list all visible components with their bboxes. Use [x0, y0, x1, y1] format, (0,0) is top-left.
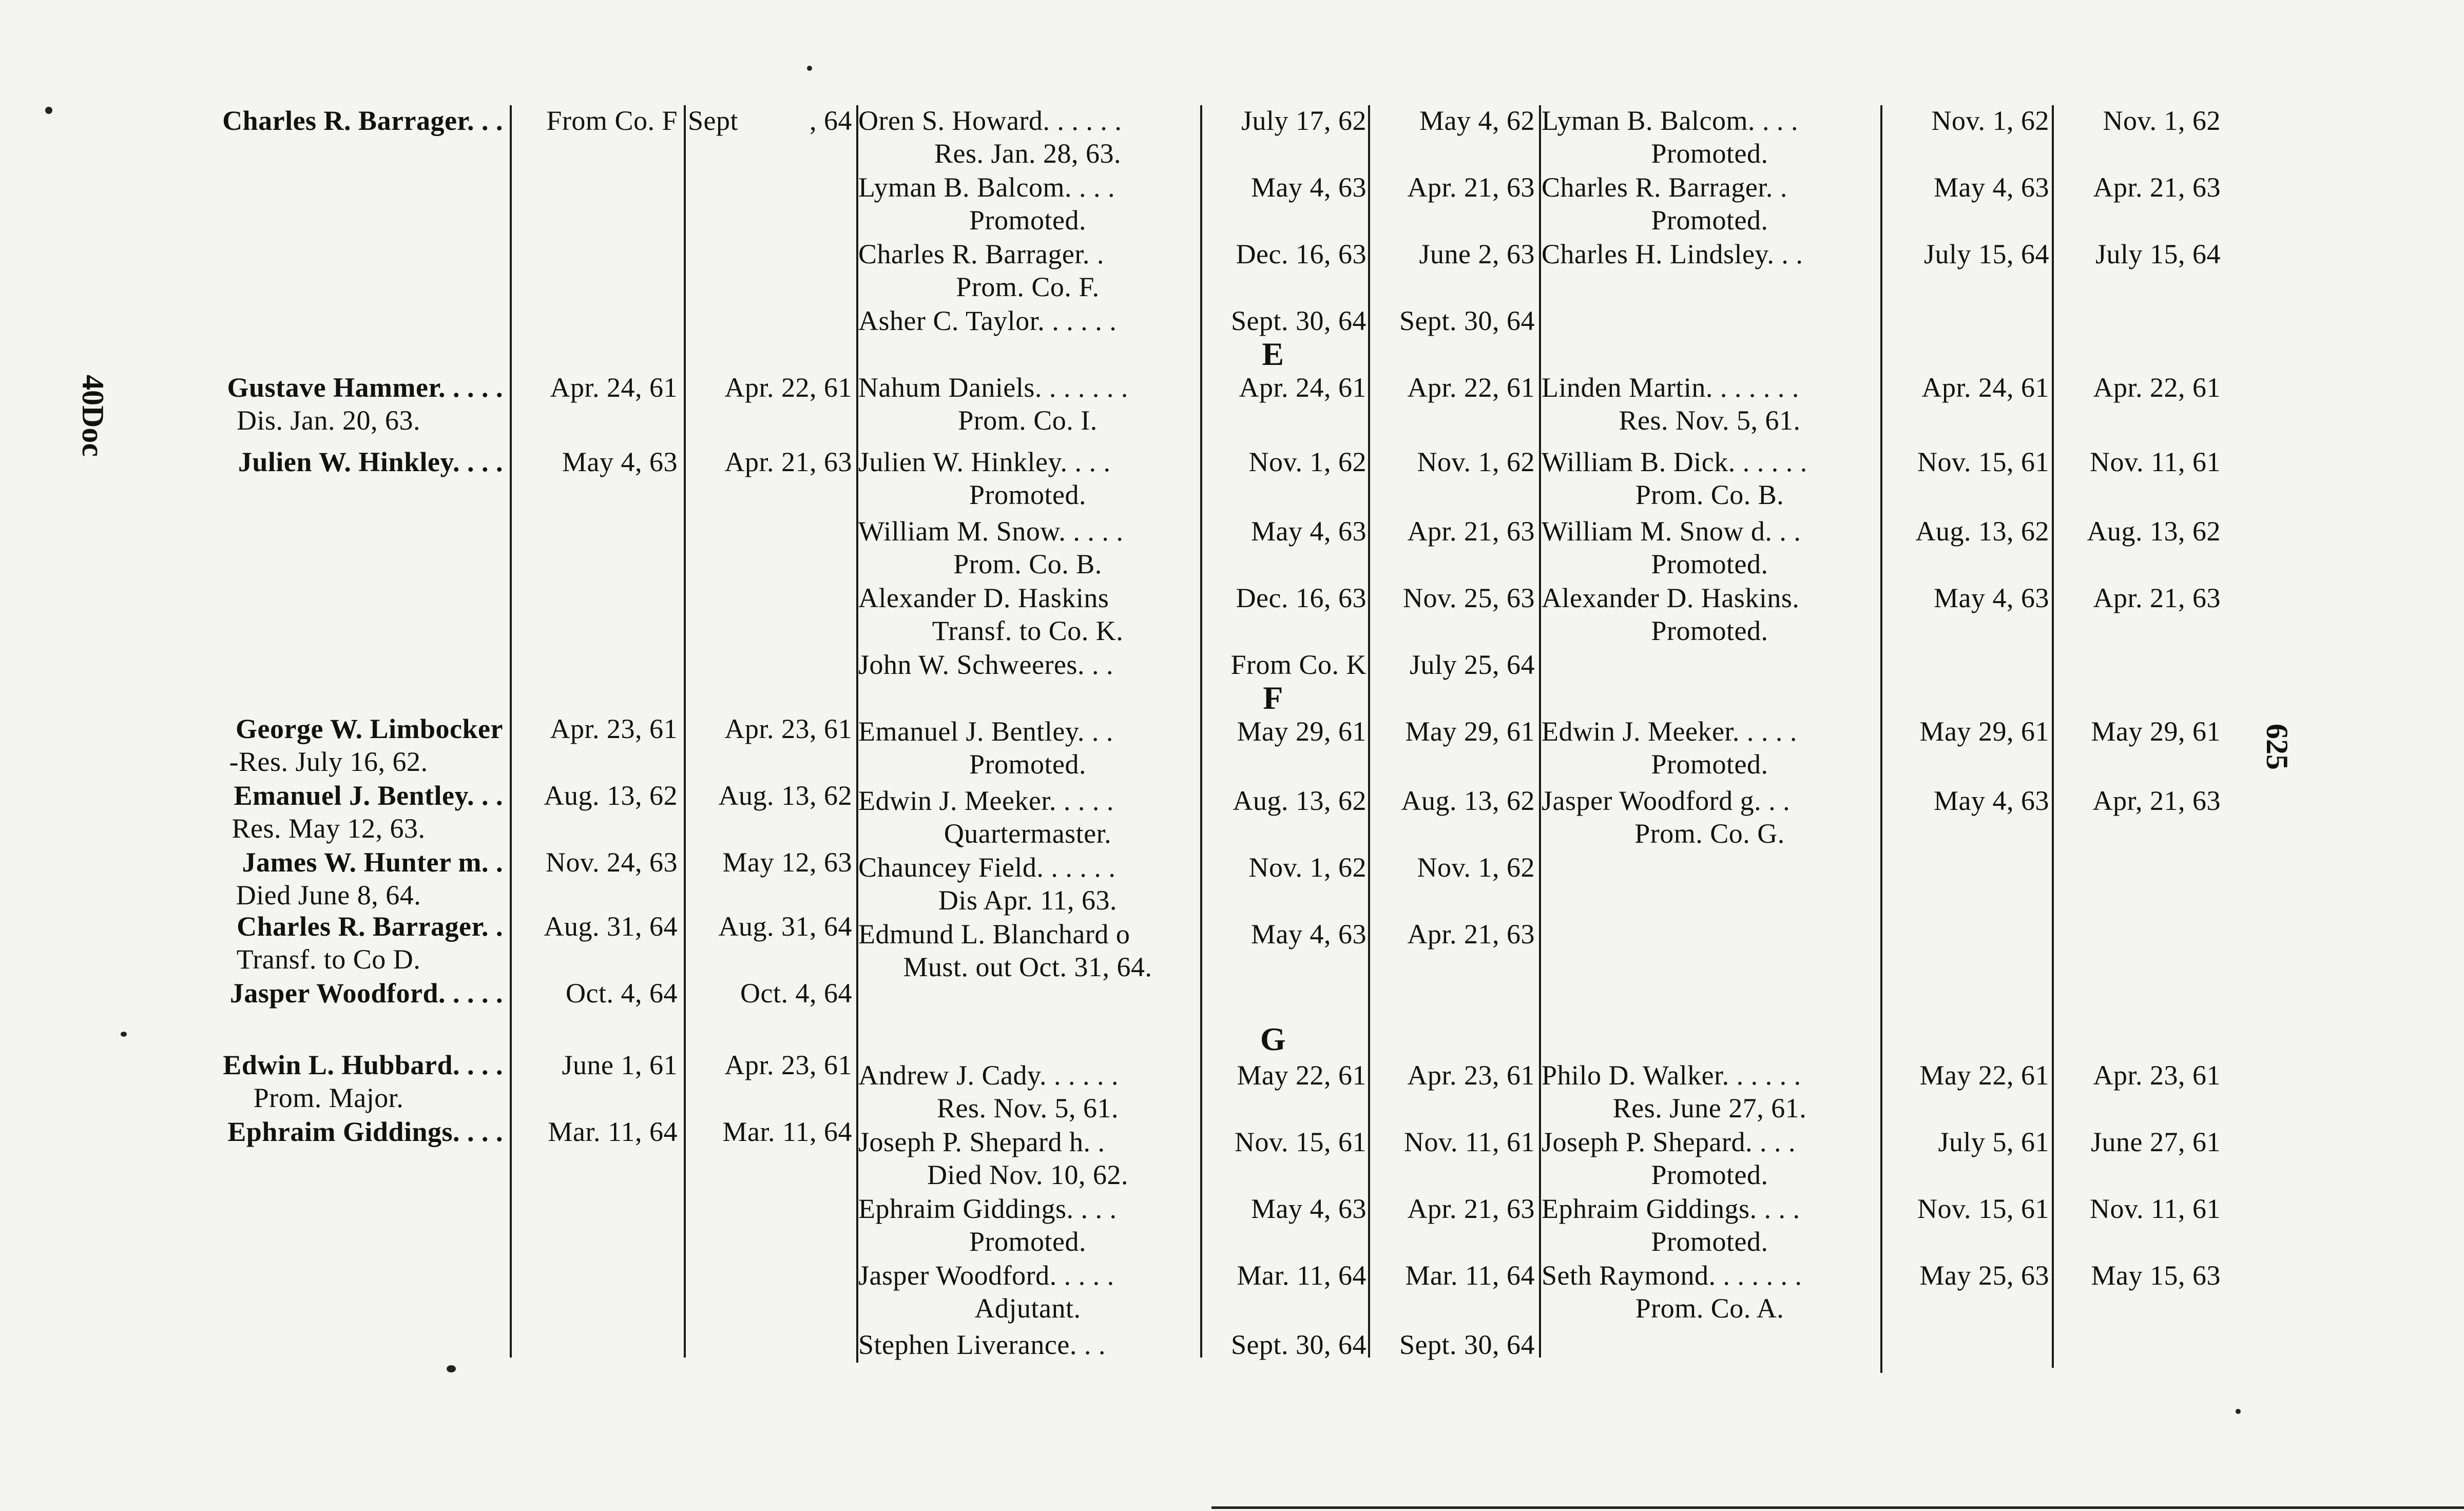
ink-speck	[45, 107, 52, 114]
date-of-rank: May 4, 63	[1934, 785, 2049, 816]
date-of-commission: Apr. 22, 61	[2093, 372, 2221, 403]
date-of-commission: Apr. 21, 63	[1407, 172, 1535, 203]
date-of-commission: Apr. 21, 63	[1407, 919, 1535, 950]
date-of-commission: Sept. 30, 64	[1399, 305, 1535, 336]
officer-name: Linden Martin. . . . . . .	[1542, 372, 1799, 403]
officer-name: Charles R. Barrager. .	[858, 239, 1104, 269]
date-of-rank: May 4, 63	[1251, 516, 1366, 547]
date-of-commission: June 2, 63	[1419, 239, 1535, 269]
date-of-rank: July 15, 64	[1923, 239, 2049, 269]
date-of-commission: Apr. 21, 63	[724, 447, 852, 477]
date-of-rank: May 4, 63	[1934, 172, 2049, 203]
officer-name: Emanuel J. Bentley. . .	[234, 780, 503, 811]
date-of-rank: Nov. 24, 63	[546, 847, 678, 878]
date-of-commission: Apr, 21, 63	[2092, 785, 2221, 816]
officer-name: Charles R. Barrager. .	[237, 911, 503, 942]
entry-note: Prom. Co. G.	[1634, 818, 1785, 849]
officer-name: Ephraim Giddings. . . .	[227, 1116, 503, 1147]
entry-note: Res. June 27, 61.	[1612, 1093, 1807, 1123]
officer-name: Edmund L. Blanchard o	[858, 919, 1130, 950]
ink-speck	[2236, 1409, 2241, 1414]
entry-note: Promoted.	[1651, 549, 1768, 579]
officer-name: Chauncey Field. . . . . .	[858, 852, 1116, 883]
officer-name: Charles H. Lindsley. . .	[1542, 239, 1803, 269]
officer-name: Julien W. Hinkley. . . .	[238, 447, 503, 477]
date-of-rank: May 25, 63	[1919, 1260, 2049, 1291]
date-of-rank: May 4, 63	[1251, 919, 1366, 950]
entry-note: Must. out Oct. 31, 64.	[903, 952, 1152, 982]
date-of-commission: Oct. 4, 64	[740, 978, 852, 1009]
entry-note: Dis. Jan. 20, 63.	[237, 405, 420, 436]
ink-speck	[121, 1032, 127, 1037]
date-of-rank: Apr. 23, 61	[550, 713, 678, 744]
officer-name: John W. Schweeres. . .	[858, 649, 1113, 680]
date-of-commission: Sept	[688, 105, 739, 136]
officer-name: Ephraim Giddings. . . .	[1542, 1193, 1800, 1224]
date-of-commission: May 29, 61	[2091, 716, 2221, 747]
officer-name: Charles R. Barrager. .	[1542, 172, 1787, 203]
section-letter: G	[1260, 1021, 1286, 1057]
date-of-rank: Nov. 15, 61	[1917, 447, 2049, 477]
date-of-rank: July 5, 61	[1938, 1127, 2049, 1157]
date-of-rank: Apr. 24, 61	[550, 372, 678, 403]
officer-name: Nahum Daniels. . . . . . .	[858, 372, 1128, 403]
date-of-commission: July 15, 64	[2095, 239, 2221, 269]
date-of-commission: May 12, 63	[722, 847, 852, 878]
date-of-rank: June 1, 61	[562, 1050, 678, 1080]
date-of-commission: Aug. 31, 64	[718, 911, 852, 942]
officer-name: Ephraim Giddings. . . .	[858, 1193, 1117, 1224]
date-of-commission: Apr. 21, 63	[1407, 516, 1535, 547]
date-of-rank: May 4, 63	[1251, 1193, 1366, 1224]
date-of-commission: Apr. 21, 63	[2093, 172, 2221, 203]
date-of-rank: May 4, 63	[562, 447, 678, 477]
date-of-commission: Nov. 1, 62	[2103, 105, 2221, 136]
date-of-rank: July 17, 62	[1241, 105, 1366, 136]
entry-note: Res. Jan. 28, 63.	[934, 138, 1121, 169]
officer-name: Emanuel J. Bentley. . .	[858, 716, 1113, 747]
date-of-commission: Nov. 1, 62	[1417, 447, 1535, 477]
officer-name: William M. Snow. . . . .	[858, 516, 1124, 547]
date-of-commission: May 4, 62	[1419, 105, 1535, 136]
date-of-rank: Dec. 16, 63	[1236, 583, 1366, 613]
entry-note: Promoted.	[1651, 749, 1768, 780]
date-of-rank: Aug. 13, 62	[1233, 785, 1366, 816]
officer-name: Joseph P. Shepard h. .	[858, 1127, 1105, 1157]
section-letter: F	[1263, 680, 1283, 716]
officer-name: William B. Dick. . . . . .	[1542, 447, 1807, 477]
date-of-rank: Nov. 1, 62	[1248, 852, 1366, 883]
entry-note: Res. Nov. 5, 61.	[937, 1093, 1119, 1123]
entry-note: Prom. Co. B.	[1635, 479, 1784, 510]
date-of-rank: Oct. 4, 64	[566, 978, 678, 1009]
entry-note: Prom. Co. B.	[953, 549, 1102, 579]
entry-note: Died June 8, 64.	[236, 880, 421, 911]
date-of-commission: Apr. 23, 61	[724, 713, 852, 744]
date-of-commission: Nov. 11, 61	[2090, 447, 2221, 477]
entry-note: Quartermaster.	[944, 818, 1112, 849]
ink-speck	[807, 66, 812, 71]
officer-name: Charles R. Barrager. . .	[222, 105, 503, 136]
date-of-rank: Dec. 16, 63	[1236, 239, 1366, 269]
date-of-commission: Apr. 22, 61	[1407, 372, 1535, 403]
officer-name: George W. Limbocker	[236, 713, 503, 744]
date-of-commission: May 29, 61	[1405, 716, 1535, 747]
entry-note: Dis Apr. 11, 63.	[938, 885, 1118, 916]
officer-name: Edwin J. Meeker. . . . .	[1542, 716, 1797, 747]
date-of-rank: Nov. 15, 61	[1235, 1127, 1366, 1157]
side-mark: 40Doc	[76, 375, 110, 457]
officer-name: Jasper Woodford g. . .	[1542, 785, 1791, 816]
entry-note: Promoted.	[1651, 205, 1768, 236]
date-of-rank: From Co. F	[546, 105, 678, 136]
date-of-commission: Aug. 13, 62	[718, 780, 852, 811]
entry-note: Promoted.	[969, 205, 1086, 236]
entry-note: Transf. to Co. K.	[932, 615, 1124, 646]
date-of-rank: May 22, 61	[1237, 1060, 1366, 1091]
officer-name: Lyman B. Balcom. . . .	[858, 172, 1115, 203]
entry-note: Transf. to Co D.	[236, 944, 421, 975]
officer-name: Seth Raymond. . . . . . .	[1542, 1260, 1802, 1291]
date-of-rank: May 4, 63	[1934, 583, 2049, 613]
entry-note: Promoted.	[1651, 615, 1768, 646]
officer-name: Oren S. Howard. . . . . .	[858, 105, 1122, 136]
officer-name: Julien W. Hinkley. . . .	[858, 447, 1111, 477]
date-of-commission: Aug. 13, 62	[2087, 516, 2221, 547]
officer-name: William M. Snow d. . .	[1542, 516, 1801, 547]
entry-note: Prom. Co. A.	[1635, 1293, 1784, 1324]
entry-note: Promoted.	[969, 479, 1086, 510]
officer-name: Stephen Liverance. . .	[858, 1329, 1106, 1360]
date-of-rank: Nov. 1, 62	[1248, 447, 1366, 477]
officer-name: Alexander D. Haskins	[858, 583, 1109, 613]
page-number: 625	[2260, 724, 2294, 770]
officer-name: Edwin J. Meeker. . . . .	[858, 785, 1114, 816]
date-of-commission: Apr. 21, 63	[2093, 583, 2221, 613]
date-of-commission: Apr. 21, 63	[1407, 1193, 1535, 1224]
date-of-rank: From Co. K	[1230, 649, 1366, 680]
date-of-rank: Nov. 15, 61	[1917, 1193, 2049, 1224]
date-of-commission: Apr. 23, 61	[2093, 1060, 2221, 1091]
date-of-rank: Sept. 30, 64	[1230, 1329, 1366, 1360]
officer-name: Gustave Hammer. . . . .	[227, 372, 503, 403]
officer-name: Jasper Woodford. . . . .	[858, 1260, 1114, 1291]
column-rule	[1539, 105, 1541, 1358]
officer-name: Philo D. Walker. . . . . .	[1542, 1060, 1801, 1091]
date-of-commission: Sept. 30, 64	[1399, 1329, 1535, 1360]
date-of-rank: Mar. 11, 64	[1237, 1260, 1366, 1291]
date-of-commission: Nov. 1, 62	[1417, 852, 1535, 883]
date-of-rank: Aug. 13, 62	[544, 780, 678, 811]
date-of-commission: Nov. 11, 61	[2090, 1193, 2221, 1224]
entry-note: Prom. Major.	[253, 1082, 404, 1113]
section-letter: E	[1262, 336, 1284, 372]
officer-name: Asher C. Taylor. . . . . .	[858, 305, 1117, 336]
officer-name: James W. Hunter m. .	[242, 847, 503, 878]
officer-name: Jasper Woodford. . . . .	[229, 978, 503, 1009]
entry-note: Res. May 12, 63.	[232, 813, 426, 844]
date-of-rank: Nov. 1, 62	[1931, 105, 2049, 136]
date-of-commission: , 64	[810, 105, 852, 136]
officer-name: Lyman B. Balcom. . . .	[1542, 105, 1798, 136]
date-of-rank: Apr. 24, 61	[1239, 372, 1366, 403]
date-of-commission: Apr. 22, 61	[724, 372, 852, 403]
date-of-rank: May 4, 63	[1251, 172, 1366, 203]
officer-name: Andrew J. Cady. . . . . .	[858, 1060, 1119, 1091]
date-of-rank: May 22, 61	[1919, 1060, 2049, 1091]
date-of-commission: June 27, 61	[2091, 1127, 2221, 1157]
date-of-commission: Apr. 23, 61	[1407, 1060, 1535, 1091]
date-of-commission: Aug. 13, 62	[1401, 785, 1535, 816]
entry-note: Res. Nov. 5, 61.	[1619, 405, 1801, 436]
date-of-rank: Sept. 30, 64	[1230, 305, 1366, 336]
date-of-rank: Apr. 24, 61	[1921, 372, 2049, 403]
date-of-commission: Apr. 23, 61	[724, 1050, 852, 1080]
entry-note: Promoted.	[1651, 1159, 1768, 1190]
date-of-commission: Mar. 11, 64	[722, 1116, 852, 1147]
entry-note: Adjutant.	[974, 1293, 1081, 1324]
ink-speck	[447, 1365, 456, 1372]
entry-note: Died Nov. 10, 62.	[927, 1159, 1128, 1190]
date-of-rank: Aug. 31, 64	[544, 911, 678, 942]
date-of-commission: Nov. 25, 63	[1403, 583, 1535, 613]
date-of-rank: May 29, 61	[1919, 716, 2049, 747]
officer-name: Joseph P. Shepard. . . .	[1542, 1127, 1796, 1157]
entry-note: Prom. Co. I.	[958, 405, 1098, 436]
date-of-rank: Aug. 13, 62	[1915, 516, 2049, 547]
officer-name: Edwin L. Hubbard. . . .	[223, 1050, 503, 1080]
entry-note: Promoted.	[969, 749, 1086, 780]
date-of-commission: Mar. 11, 64	[1405, 1260, 1535, 1291]
officer-name: Alexander D. Haskins.	[1542, 583, 1800, 613]
entry-note: Promoted.	[969, 1226, 1086, 1257]
date-of-rank: May 29, 61	[1237, 716, 1366, 747]
entry-note: -Res. July 16, 62.	[229, 746, 428, 777]
date-of-commission: May 15, 63	[2091, 1260, 2221, 1291]
date-of-commission: July 25, 64	[1409, 649, 1535, 680]
entry-note: Prom. Co. F.	[956, 272, 1100, 302]
date-of-commission: Nov. 11, 61	[1404, 1127, 1535, 1157]
entry-note: Promoted.	[1651, 138, 1768, 169]
date-of-rank: Mar. 11, 64	[548, 1116, 678, 1147]
bottom-rule	[1211, 1506, 2464, 1509]
entry-note: Promoted.	[1651, 1226, 1768, 1257]
